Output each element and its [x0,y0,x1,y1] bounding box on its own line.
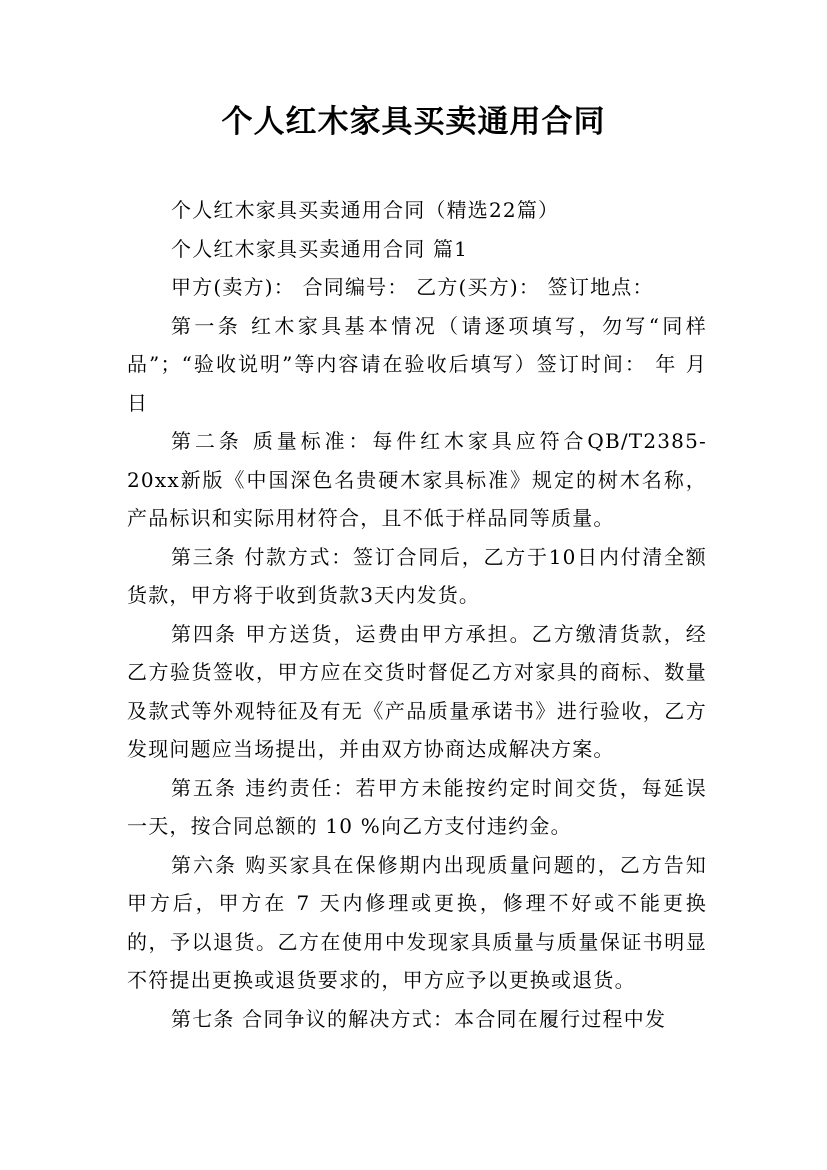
subtitle-paragraph: 个人红木家具买卖通用合同（精选22篇） [171,198,560,222]
article-2: 第二条 质量标准：每件红木家具应符合QB/T2385-20xx新版《中国深色名贵硬木家具标准》规定的树木名称，产品标识和实际用材符合，且不低于样品同等质量。 [127,429,707,530]
article-3: 第三条 付款方式：签订合同后，乙方于10日内付清全额货款，甲方将于收到货款3天内发货。 [127,544,707,607]
article-4: 第四条 甲方送货，运费由甲方承担。乙方缴清货款，经乙方验货签收，甲方应在交货时督促乙方对家具的商标、数量及款式等外观特征及有无《产品质量承诺书》进行验收，乙方发现问题应当场提出，并由双方协商达成解决方案。 [127,621,707,761]
article-1: 第一条 红木家具基本情况（请逐项填写，勿写“同样品”；“验收说明”等内容请在验收后填写）签订时间： 年 月 日 [127,313,707,415]
article-5: 第五条 违约责任：若甲方未能按约定时间交货，每延误一天，按合同总额的 10 %向乙方支付违约金。 [127,775,707,838]
article-7: 第七条 合同争议的解决方式：本合同在履行过程中发 [171,1006,667,1031]
article-6: 第六条 购买家具在保修期内出现质量问题的，乙方告知甲方后，甲方在 7 天内修理或更换，修理不好或不能更换的，予以退货。乙方在使用中发现家具质量与质量保证书明显不符提出更换或退货要求的，甲方应予以更换或退货。 [127,852,707,992]
document-body [127,191,707,1038]
document-title: 个人红木家具买卖通用合同 [221,104,606,140]
section-heading: 个人红木家具买卖通用合同 篇1 [171,236,469,261]
parties-line: 甲方(卖方)： 合同编号： 乙方(买方)： 签订地点： [171,275,654,299]
